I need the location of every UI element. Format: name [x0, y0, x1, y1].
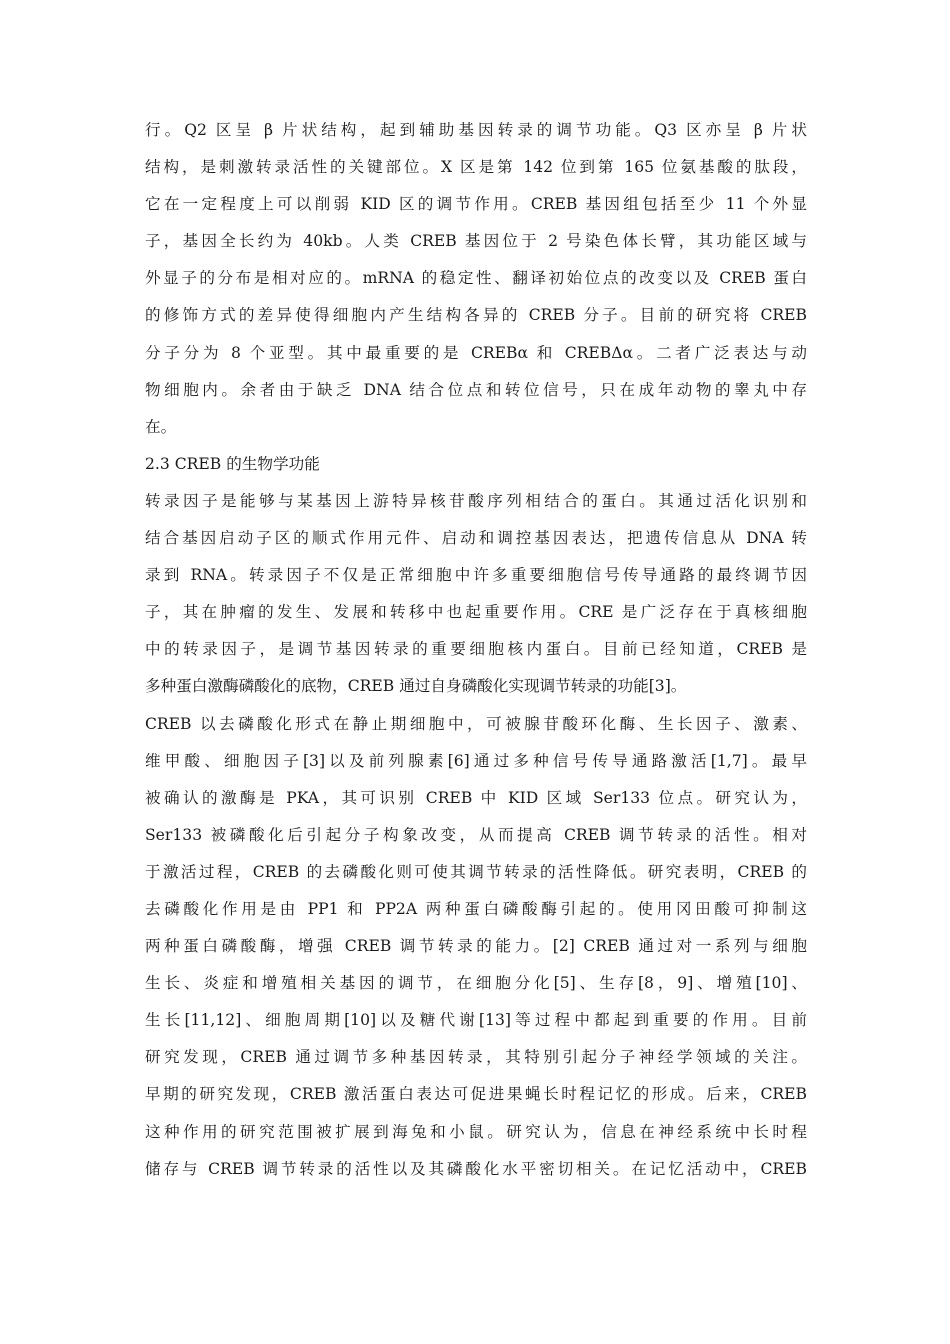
text-line: 外显子的分布是相对应的。mRNA 的稳定性、翻译初始位点的改变以及 CREB 蛋白: [145, 269, 807, 288]
text-line: 于激活过程，CREB 的去磷酸化则可使其调节转录的活性降低。研究表明，CREB 的: [145, 862, 807, 881]
text-line: 这种作用的研究范围被扩展到海兔和小鼠。研究认为，信息在神经系统中长时程: [145, 1122, 807, 1141]
text-line: 被确认的激酶是 PKA，其可识别 CREB 中 KID 区域 Ser133 位点。研究认为，: [145, 788, 807, 807]
text-line: 的修饰方式的差异使得细胞内产生结构各异的 CREB 分子。目前的研究将 CREB: [145, 306, 807, 325]
text-line: 结合基因启动子区的顺式作用元件、启动和调控基因表达，把遗传信息从 DNA 转: [145, 529, 807, 548]
text-line: 生长、炎症和增殖相关基因的调节，在细胞分化[5]、生存[8，9]、增殖[10]、: [145, 974, 807, 993]
text-line: 两种蛋白磷酸酶，增强 CREB 调节转录的能力。[2] CREB 通过对一系列与细胞: [145, 937, 807, 956]
text-line: 研究发现，CREB 通过调节多种基因转录，其特别引起分子神经学领域的关注。: [145, 1048, 807, 1067]
body-text: [145, 112, 807, 1188]
text-line: 储存与 CREB 调节转录的活性以及其磷酸化水平密切相关。在记忆活动中，CREB: [145, 1159, 807, 1178]
text-line: 在。: [145, 417, 177, 436]
text-line: 结构，是刺激转录活性的关键部位。X 区是第 142 位到第 165 位氨基酸的肽段，: [145, 158, 807, 177]
text-line: 行。Q2 区呈 β 片状结构，起到辅助基因转录的调节功能。Q3 区亦呈 β 片状: [145, 121, 807, 139]
text-line: 分子分为 8 个亚型。其中最重要的是 CREBα 和 CREBΔα。二者广泛表达与动: [145, 343, 807, 362]
text-line: 维甲酸、细胞因子[3]以及前列腺素[6]通过多种信号传导通路激活[1,7]。最早: [145, 751, 807, 770]
text-line: 子，其在肿瘤的发生、发展和转移中也起重要作用。CRE 是广泛存在于真核细胞: [145, 603, 807, 622]
text-line: Ser133 被磷酸化后引起分子构象改变，从而提高 CREB 调节转录的活性。相对: [145, 825, 807, 844]
text-line: 去磷酸化作用是由 PP1 和 PP2A 两种蛋白磷酸酶引起的。使用冈田酸可抑制这: [145, 899, 807, 918]
text-line: 录到 RNA。转录因子不仅是正常细胞中许多重要细胞信号传导通路的最终调节因: [145, 566, 807, 585]
text-line: 中的转录因子，是调节基因转录的重要细胞核内蛋白。目前已经知道，CREB 是: [145, 640, 807, 659]
text-line: 多种蛋白激酶磷酸化的底物，CREB 通过自身磷酸化实现调节转录的功能[3]。: [145, 677, 687, 696]
section-heading: 2.3 CREB 的生物学功能: [145, 454, 320, 473]
text-line: 物细胞内。余者由于缺乏 DNA 结合位点和转位信号，只在成年动物的睾丸中存: [145, 380, 807, 399]
text-line: 子，基因全长约为 40kb。人类 CREB 基因位于 2 号染色体长臂，其功能区域与: [145, 232, 807, 251]
text-line: 它在一定程度上可以削弱 KID 区的调节作用。CREB 基因组包括至少 11 个外显: [145, 195, 807, 214]
text-line: 生长[11,12]、细胞周期[10]以及糖代谢[13]等过程中都起到重要的作用。目前: [145, 1011, 807, 1030]
text-line: 早期的研究发现，CREB 激活蛋白表达可促进果蝇长时程记忆的形成。后来，CREB: [145, 1085, 807, 1104]
text-line: CREB 以去磷酸化形式在静止期细胞中，可被腺苷酸环化酶、生长因子、激素、: [145, 714, 807, 733]
text-line: 转录因子是能够与某基因上游特异核苷酸序列相结合的蛋白。其通过活化识别和: [145, 491, 807, 510]
